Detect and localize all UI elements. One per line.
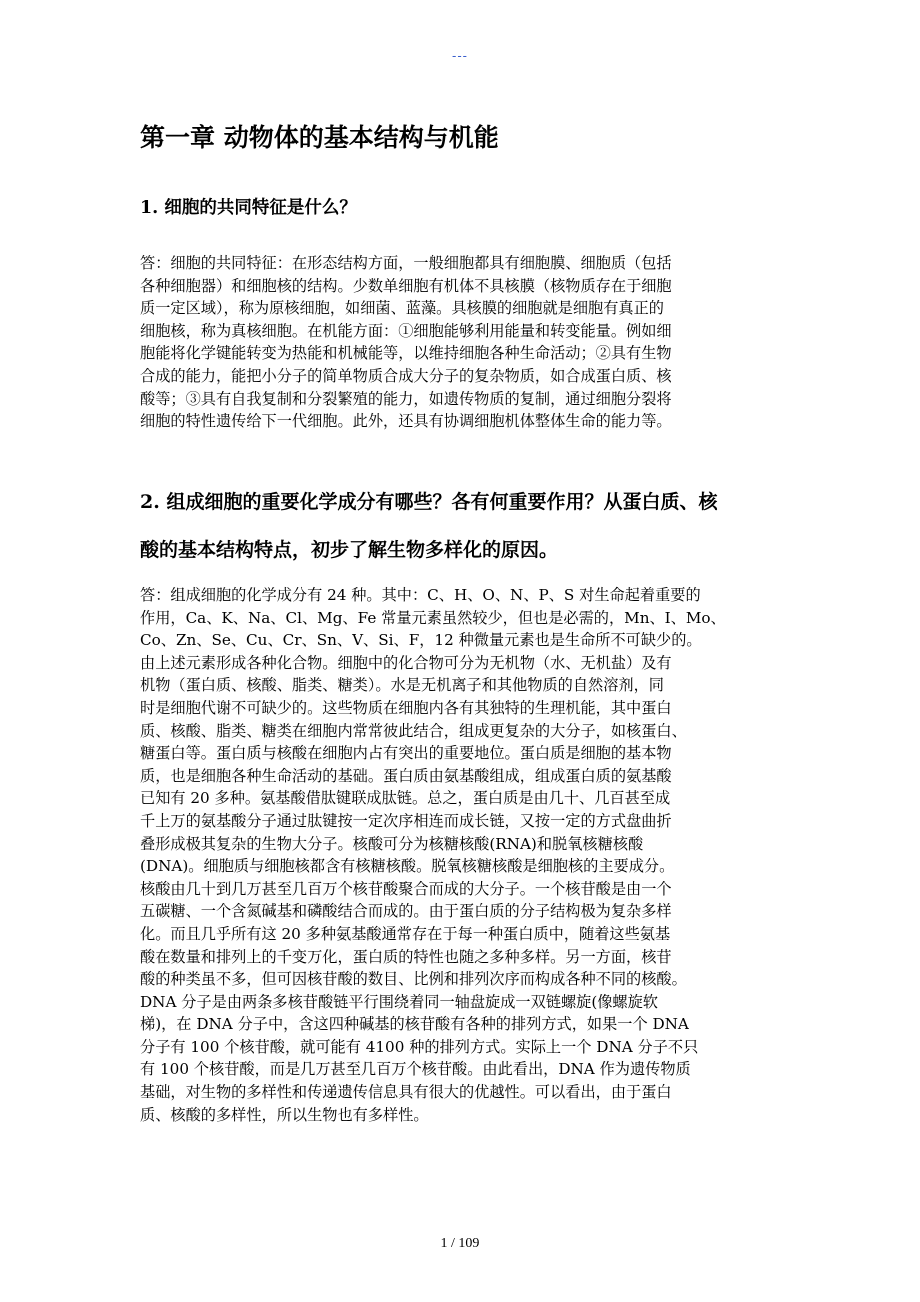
answer-line: 质、核酸、脂类、糖类在细胞内常常彼此结合，组成更复杂的大分子，如核蛋白、: [140, 721, 687, 740]
answer-line: 分子有 100 个核苷酸，就可能有 4100 种的排列方式。实际上一个 DNA 分子不只: [140, 1037, 699, 1056]
answer-line: 化。而且几乎所有这 20 多种氨基酸通常存在于每一种蛋白质中，随着这些氨基: [140, 924, 671, 943]
answer-line: DNA 分子是由两条多核苷酸链平行围绕着同一轴盘旋成一双链螺旋(像螺旋软: [140, 992, 658, 1011]
answer-line: 千上万的氨基酸分子通过肽键按一定次序相连而成长链，又按一定的方式盘曲折: [140, 811, 672, 830]
answer-line: (DNA)。细胞质与细胞核都含有核糖核酸。脱氧核糖核酸是细胞核的主要成分。: [140, 857, 675, 876]
answer-line: 基础，对生物的多样性和传递遗传信息具有很大的优越性。可以看出，由于蛋白: [140, 1083, 672, 1102]
question-2-answer: [140, 584, 782, 1126]
answer-line: 梯)，在 DNA 分子中，含这四种碱基的核苷酸有各种的排列方式，如果一个 DNA: [140, 1015, 689, 1034]
header-mark: ---: [452, 48, 468, 63]
page-number: 1 / 109: [440, 1236, 480, 1251]
answer-line: 合成的能力，能把小分子的简单物质合成大分子的复杂物质，如合成蛋白质、核: [140, 366, 672, 385]
answer-line: 质，也是细胞各种生命活动的基础。蛋白质由氨基酸组成，组成蛋白质的氨基酸: [140, 766, 672, 785]
answer-line: 答：细胞的共同特征：在形态结构方面，一般细胞都具有细胞膜、细胞质（包括: [140, 254, 672, 272]
answer-line: 由上述元素形成各种化合物。细胞中的化合物可分为无机物（水、无机盐）及有: [140, 653, 672, 672]
answer-line: 核酸由几十到几万甚至几百万个核苷酸聚合而成的大分子。一个核苷酸是由一个: [140, 879, 672, 898]
question-2-title-line: 酸的基本结构特点，初步了解生物多样化的原因。: [140, 539, 559, 561]
answer-line: 机物（蛋白质、核酸、脂类、糖类）。水是无机离子和其他物质的自然溶剂，同: [140, 676, 664, 695]
answer-line: 糖蛋白等。蛋白质与核酸在细胞内占有突出的重要地位。蛋白质是细胞的基本物: [140, 744, 672, 763]
answer-line: 胞能将化学键能转变为热能和机械能等，以维持细胞各种生命活动；②具有生物: [140, 344, 672, 363]
answer-line: 叠形成极其复杂的生物大分子。核酸可分为核糖核酸(RNA)和脱氧核糖核酸: [140, 834, 644, 853]
question-2-title: [140, 478, 782, 574]
answer-line: 各种细胞器）和细胞核的结构。少数单细胞有机体不具核膜（核物质存在于细胞: [140, 276, 672, 295]
chapter-title: 第一章 动物体的基本结构与机能: [140, 123, 499, 152]
answer-line: 细胞核，称为真核细胞。在机能方面：①细胞能够利用能量和转变能量。例如细: [140, 321, 672, 340]
answer-line: Co、Zn、Se、Cu、Cr、Sn、V、Si、F，12 种微量元素也是生命所不可缺少的。: [140, 631, 702, 650]
answer-line: 细胞的特性遗传给下一代细胞。此外，还具有协调细胞机体整体生命的能力等。: [140, 412, 672, 431]
answer-line: 答：组成细胞的化学成分有 24 种。其中：C、H、O、N、P、S 对生命起着重要的: [140, 586, 701, 604]
answer-line: 五碳糖、一个含氮碱基和磷酸结合而成的。由于蛋白质的分子结构极为复杂多样: [140, 902, 672, 921]
answer-line: 时是细胞代谢不可缺少的。这些物质在细胞内各有其独特的生理机能，其中蛋白: [140, 698, 672, 717]
answer-line: 酸在数量和排列上的千变万化，蛋白质的特性也随之多种多样。另一方面，核苷: [140, 947, 672, 966]
answer-line: 作用，Ca、K、Na、Cl、Mg、Fe 常量元素虽然较少，但也是必需的，Mn、I、Mo、: [140, 608, 726, 627]
answer-line: 酸的种类虽不多，但可因核苷酸的数目、比例和排列次序而构成各种不同的核酸。: [140, 970, 687, 989]
answer-line: 质一定区域），称为原核细胞，如细菌、蓝藻。具核膜的细胞就是细胞有真正的: [140, 299, 664, 318]
answer-line: 酸等；③具有自我复制和分裂繁殖的能力，如遗传物质的复制，通过细胞分裂将: [140, 389, 672, 408]
answer-line: 有 100 个核苷酸，而是几万甚至几百万个核苷酸。由此看出，DNA 作为遗传物质: [140, 1060, 691, 1079]
question-2-title-line: 2. 组成细胞的重要化学成分有哪些？各有何重要作用？从蛋白质、核: [140, 491, 718, 513]
question-1-answer: [140, 252, 782, 433]
question-1-title: 1. 细胞的共同特征是什么？: [140, 198, 357, 218]
answer-line: 已知有 20 多种。氨基酸借肽键联成肽链。总之，蛋白质是由几十、几百甚至成: [140, 789, 671, 808]
answer-line: 质、核酸的多样性，所以生物也有多样性。: [140, 1105, 429, 1124]
